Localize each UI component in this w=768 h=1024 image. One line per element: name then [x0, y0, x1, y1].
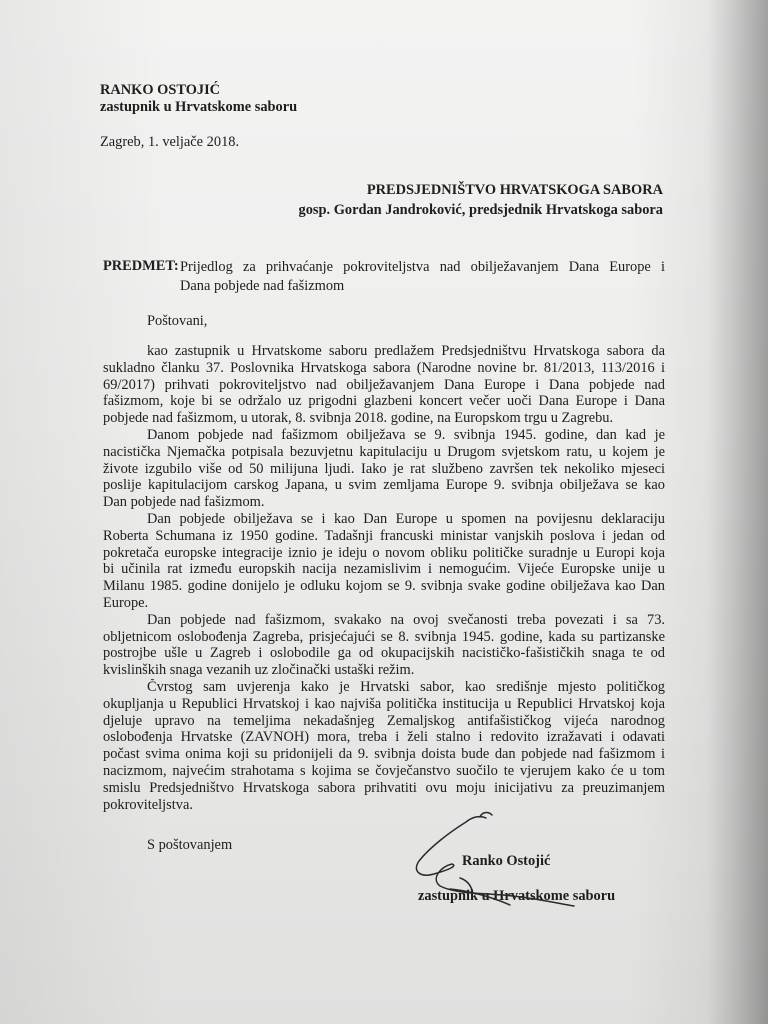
paragraph-line: nacizmom, najvećim strahotama s kojima se čovječanstvo suočilo te vjerujem kako će u tom — [103, 762, 665, 779]
paragraph-line: živote izgubilo više od 50 milijuna ljudi. Iako je rat službeno završen tek nekoliko mjeseci — [103, 460, 665, 477]
paragraph-line: počast svima onima koji su pridonijeli da 9. svibnja doista bude dan pobjede nad fašizmom i — [103, 746, 665, 763]
body-paragraph — [103, 679, 665, 813]
sender-title: zastupnik u Hrvatskome saboru — [100, 99, 298, 115]
paragraph-line: Roberta Schumana iz 1950 godine. Tadašnji francuski ministar vanjskih poslova i jedan od — [103, 527, 665, 544]
paragraph-line: Čvrstog sam uvjerenja kako je Hrvatski sabor, kao središnje mjesto političkog — [147, 678, 665, 695]
body-paragraph — [103, 427, 665, 511]
place-date: Zagreb, 1. veljače 2018. — [100, 134, 240, 150]
closing: S poštovanjem — [147, 837, 233, 853]
body-paragraph — [103, 511, 665, 612]
paragraph-line: Milanu 1985. godine donijelo je odluku kojom se 9. svibnja svake godine obilježava kao Dan — [103, 578, 665, 595]
signature-name: Ranko Ostojić — [462, 853, 551, 869]
body-paragraph — [103, 612, 665, 679]
subject-line: Prijedlog za prihvaćanje pokroviteljstva nad obilježavanjem Dana Europe i — [180, 259, 665, 275]
paragraph-line: kao zastupnik u Hrvatskome saboru predlažem Predsjedništvu Hrvatskoga sabora da — [147, 343, 665, 359]
paragraph-line: smislu Predsjedništvo Hrvatskoga sabora prihvatiti ovu moju inicijativu za preuzimanjem — [103, 779, 665, 796]
subject-line: Dana pobjede nad fašizmom — [180, 278, 345, 294]
paragraph-line: okupljanja u Republici Hrvatskoj i kao najviša politička institucija u Republici Hrvatskoj koja — [103, 695, 665, 712]
paragraph-line: 69/2017) prihvati pokroviteljstvo nad obilježavanjem Dana Europe i Dana pobjede nad — [103, 376, 665, 393]
paragraph-line: nacistička Njemačka potpisala bezuvjetnu kapitulaciju u Drugom svjetskom ratu, u kojem je — [103, 443, 665, 460]
paragraph-line: Europe. — [103, 594, 149, 611]
paragraph-line: bi učinila rat između europskih nacija nezamislivim i nemogućim. Vijeće Europske unije u — [103, 561, 665, 578]
body-paragraph — [103, 343, 665, 427]
recipient-institution: PREDSJEDNIŠTVO HRVATSKOGA SABORA — [366, 182, 663, 198]
signature-title: zastupnik u Hrvatskome saboru — [418, 888, 616, 904]
paragraph-line: kvislinških snaga vezanih uz zločinački ustaški režim. — [103, 662, 415, 679]
paragraph-line: Dan pobjede nad fašizmom. — [103, 494, 265, 511]
paragraph-line: fašizmom, koje bi se održalo uz prigodni glazbeni koncert večer uoči Dana Europe i Dana — [103, 393, 665, 410]
paragraph-line: poslije kapitulacijom carskog Japana, u svim zemljama Europe 9. svibnja obilježava se kao — [103, 477, 665, 494]
paragraph-line: postrojbe ušle u Zagreb i oslobodile ga od okupacijskih nacističko-fašističkih snaga te od — [103, 645, 665, 662]
salutation: Poštovani, — [147, 313, 208, 329]
paragraph-line: djeluje upravo na temeljima nekadašnjeg Zemaljskog antifašističkog vijeća narodnog — [103, 712, 665, 729]
paragraph-line: sukladno članku 37. Poslovnika Hrvatskoga sabora (Narodne novine br. 81/2013, 113/2016 i — [103, 359, 665, 376]
paragraph-line: pokretača europske integracije iznio je ideju o novom obliku političke suradnje u Europi koja — [103, 544, 665, 561]
letter-body — [103, 343, 665, 813]
subject-label: PREDMET: — [103, 258, 179, 274]
paragraph-line: pokroviteljstva. — [103, 796, 193, 813]
subject-text — [180, 258, 665, 296]
paragraph-line: obljetnicom oslobođenja Zagreba, prisjećajući se 8. svibnja 1945. godine, kada su partizanske — [103, 628, 665, 645]
sender-name: RANKO OSTOJIĆ — [100, 82, 221, 98]
recipient-person: gosp. Gordan Jandroković, predsjednik Hrvatskoga sabora — [298, 202, 663, 218]
paragraph-line: Dan pobjede nad fašizmom, svakako na ovoj svečanosti treba povezati i sa 73. — [147, 611, 665, 628]
paragraph-line: pobjede nad fašizmom, u utorak, 8. svibnja 2018. godine, na Europskom trgu u Zagrebu. — [103, 410, 614, 427]
paragraph-line: oslobođenja Hrvatske (ZAVNOH) mora, treba i želi stalno i redovito izražavati i odavati — [103, 729, 665, 746]
paragraph-line: Dan pobjede obilježava se i kao Dan Europe u spomen na povijesnu deklaraciju — [147, 510, 665, 527]
paragraph-line: Danom pobjede nad fašizmom obilježava se 9. svibnja 1945. godine, dan kad je — [147, 426, 665, 443]
